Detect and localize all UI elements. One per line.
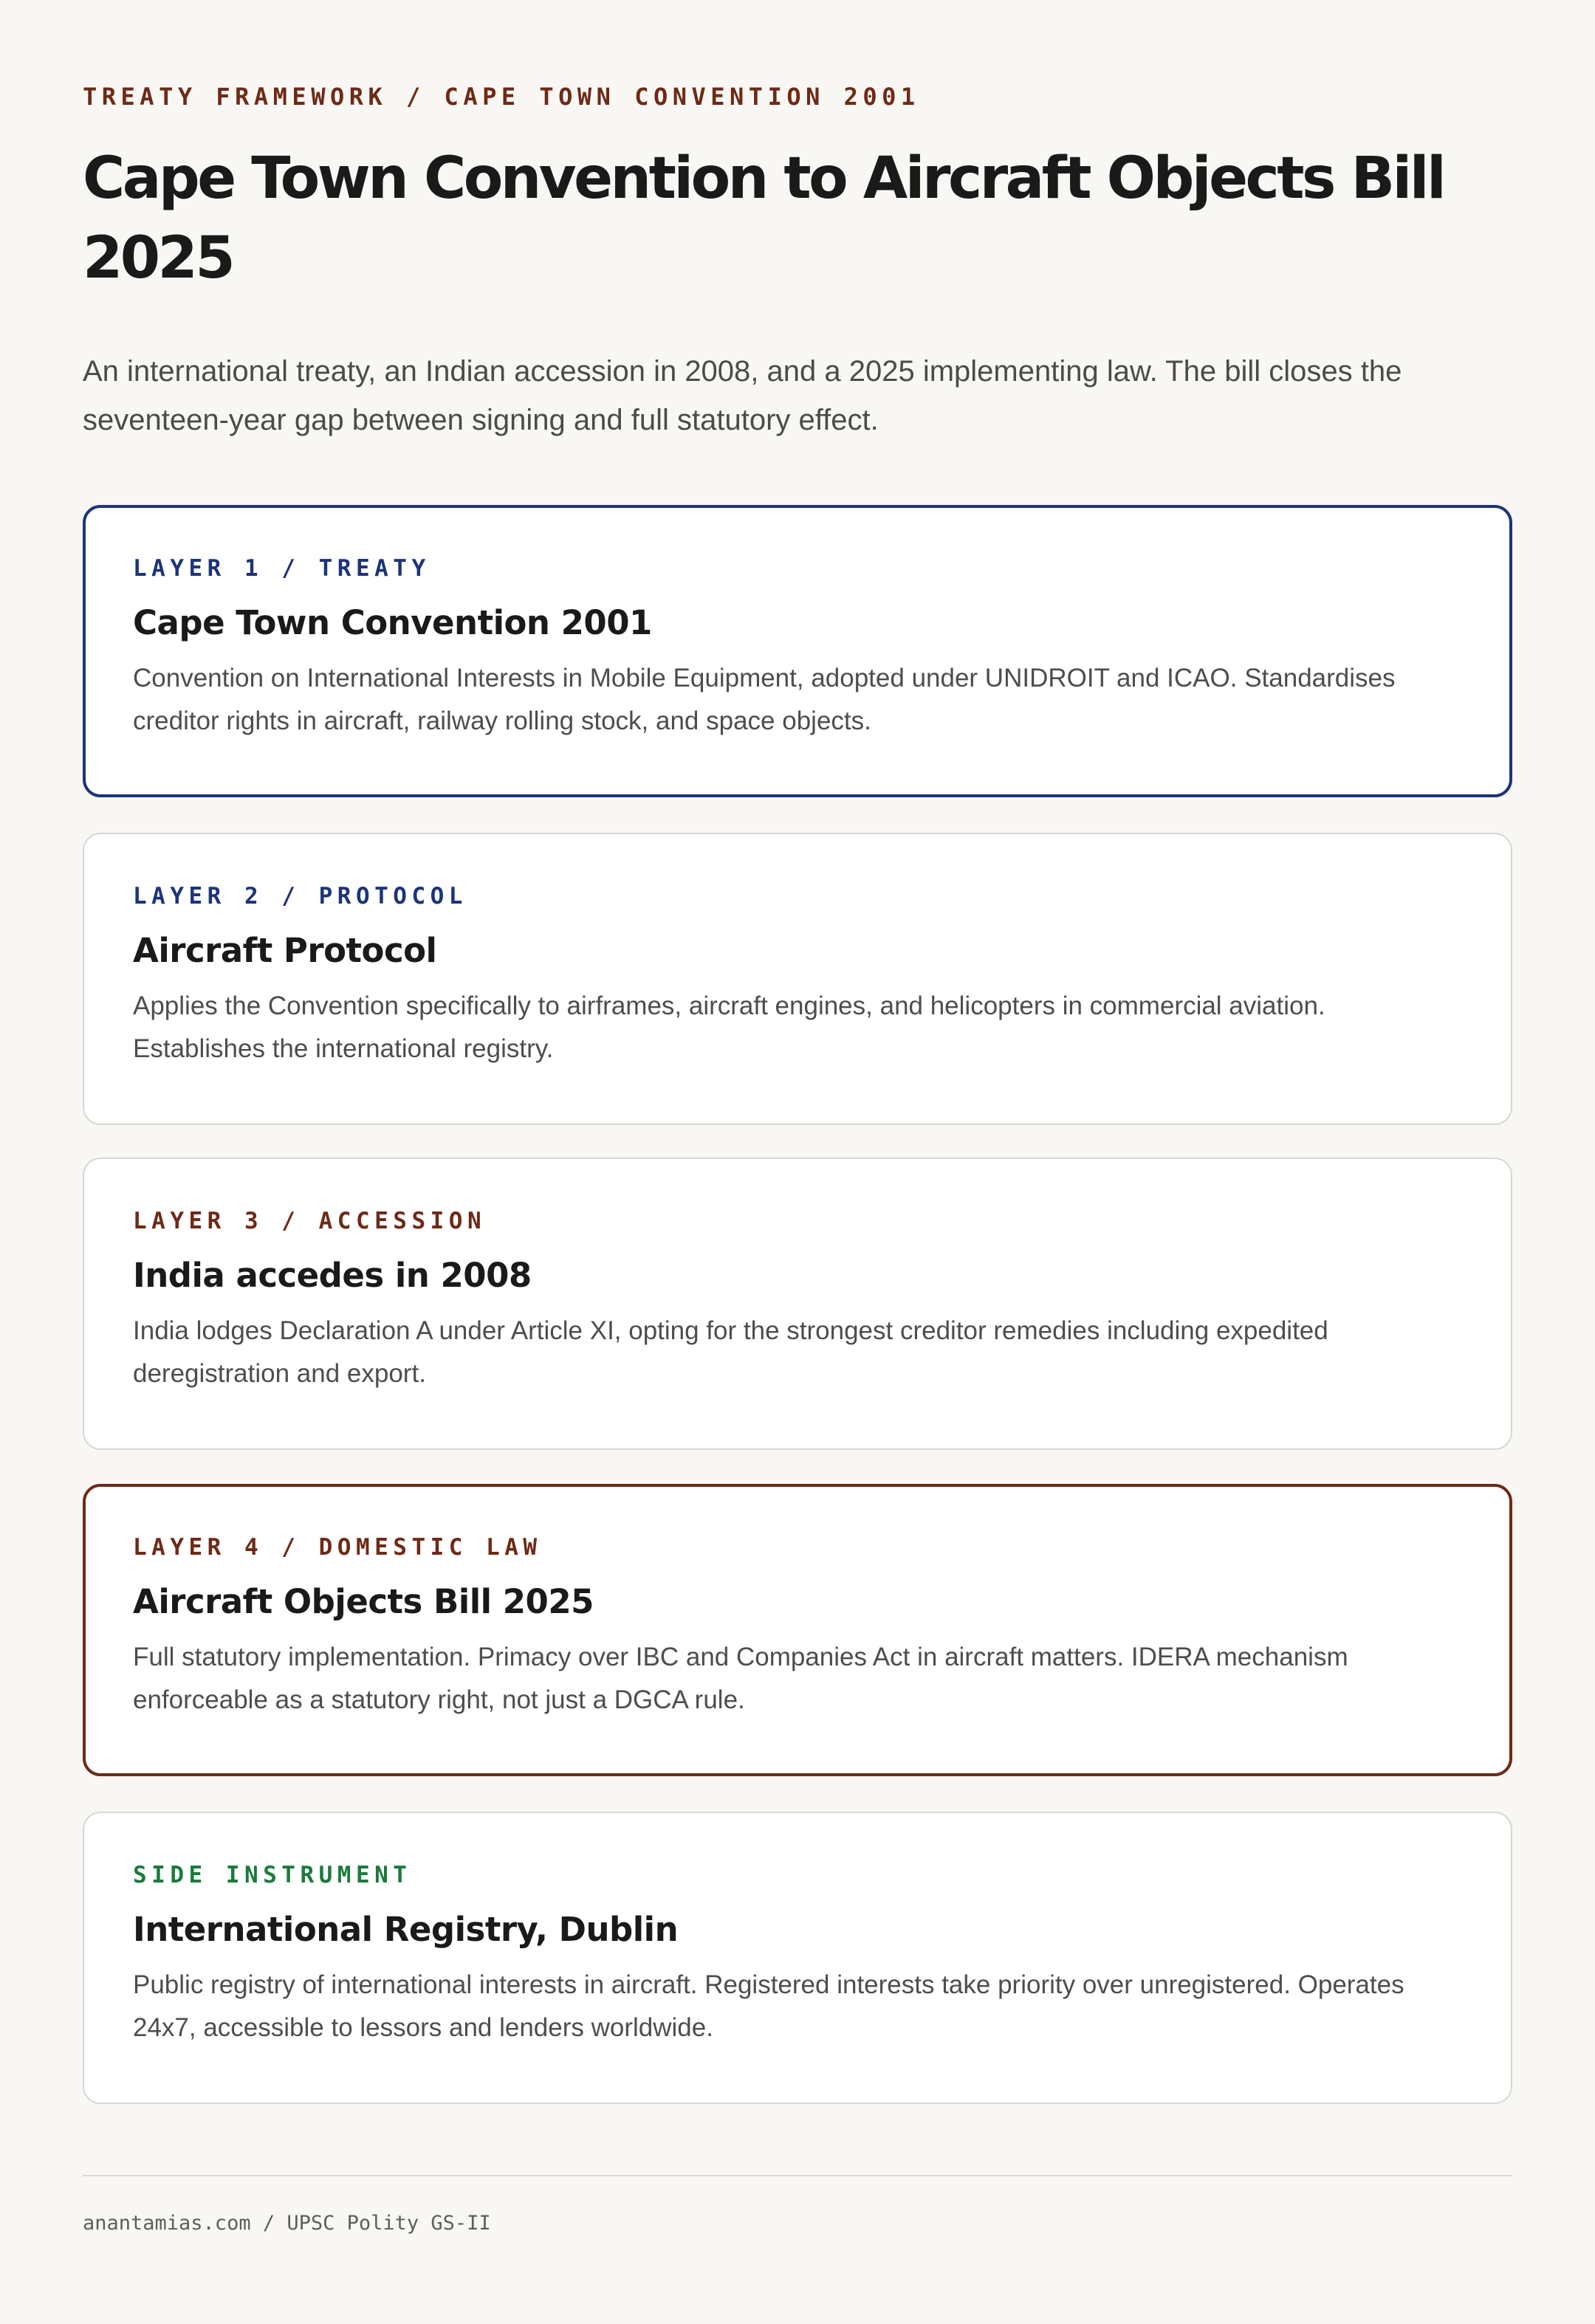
page-title: Cape Town Convention to Aircraft Objects Bill 2025 xyxy=(83,145,1444,292)
card-description: Convention on International Interests in Mobile Equipment, adopted under UNIDROIT and ICAO. Standardises creditor rights in aircraft, railway rolling stock, and space objects. xyxy=(133,664,1396,735)
card-layer-4-domestic-law xyxy=(83,1484,1512,1776)
card-label: SIDE INSTRUMENT xyxy=(133,1862,412,1888)
card-heading: Aircraft Protocol xyxy=(133,931,437,970)
card-layer-2-protocol xyxy=(83,833,1512,1125)
footer-divider xyxy=(83,2175,1512,2176)
card-heading: Aircraft Objects Bill 2025 xyxy=(133,1582,594,1621)
card-heading: Cape Town Convention 2001 xyxy=(133,603,652,642)
card-heading: International Registry, Dublin xyxy=(133,1910,679,1949)
card-layer-3-accession xyxy=(83,1158,1512,1450)
card-side-instrument xyxy=(83,1812,1512,2104)
card-heading: India accedes in 2008 xyxy=(133,1256,532,1295)
card-label: LAYER 3 / ACCESSION xyxy=(133,1208,487,1234)
card-description: Applies the Convention specifically to airframes, aircraft engines, and helicopters in commercial aviation. Establishes the international registry. xyxy=(133,991,1325,1063)
card-description: India lodges Declaration A under Article XI, opting for the strongest creditor remedies including expedited deregistration and export. xyxy=(133,1316,1328,1388)
card-description: Public registry of international interests in aircraft. Registered interests take priority over unregistered. Operates 24x7, accessible to lessors and lenders worldwide. xyxy=(133,1970,1404,2042)
footer-credit: anantamias.com / UPSC Polity GS-II xyxy=(83,2212,491,2235)
intro-paragraph: An international treaty, an Indian accession in 2008, and a 2025 implementing law. The bill closes the seventeen-year gap between signing and full statutory effect. xyxy=(83,355,1402,436)
card-label: LAYER 4 / DOMESTIC LAW xyxy=(133,1534,542,1561)
card-label: LAYER 2 / PROTOCOL xyxy=(133,883,467,910)
eyebrow-label: TREATY FRAMEWORK / CAPE TOWN CONVENTION 2001 xyxy=(83,83,920,111)
card-label: LAYER 1 / TREATY xyxy=(133,555,431,582)
card-layer-1-treaty xyxy=(83,505,1512,797)
card-description: Full statutory implementation. Primacy over IBC and Companies Act in aircraft matters. IDERA mechanism enforceable as a statutory right, not just a DGCA rule. xyxy=(133,1643,1348,1714)
